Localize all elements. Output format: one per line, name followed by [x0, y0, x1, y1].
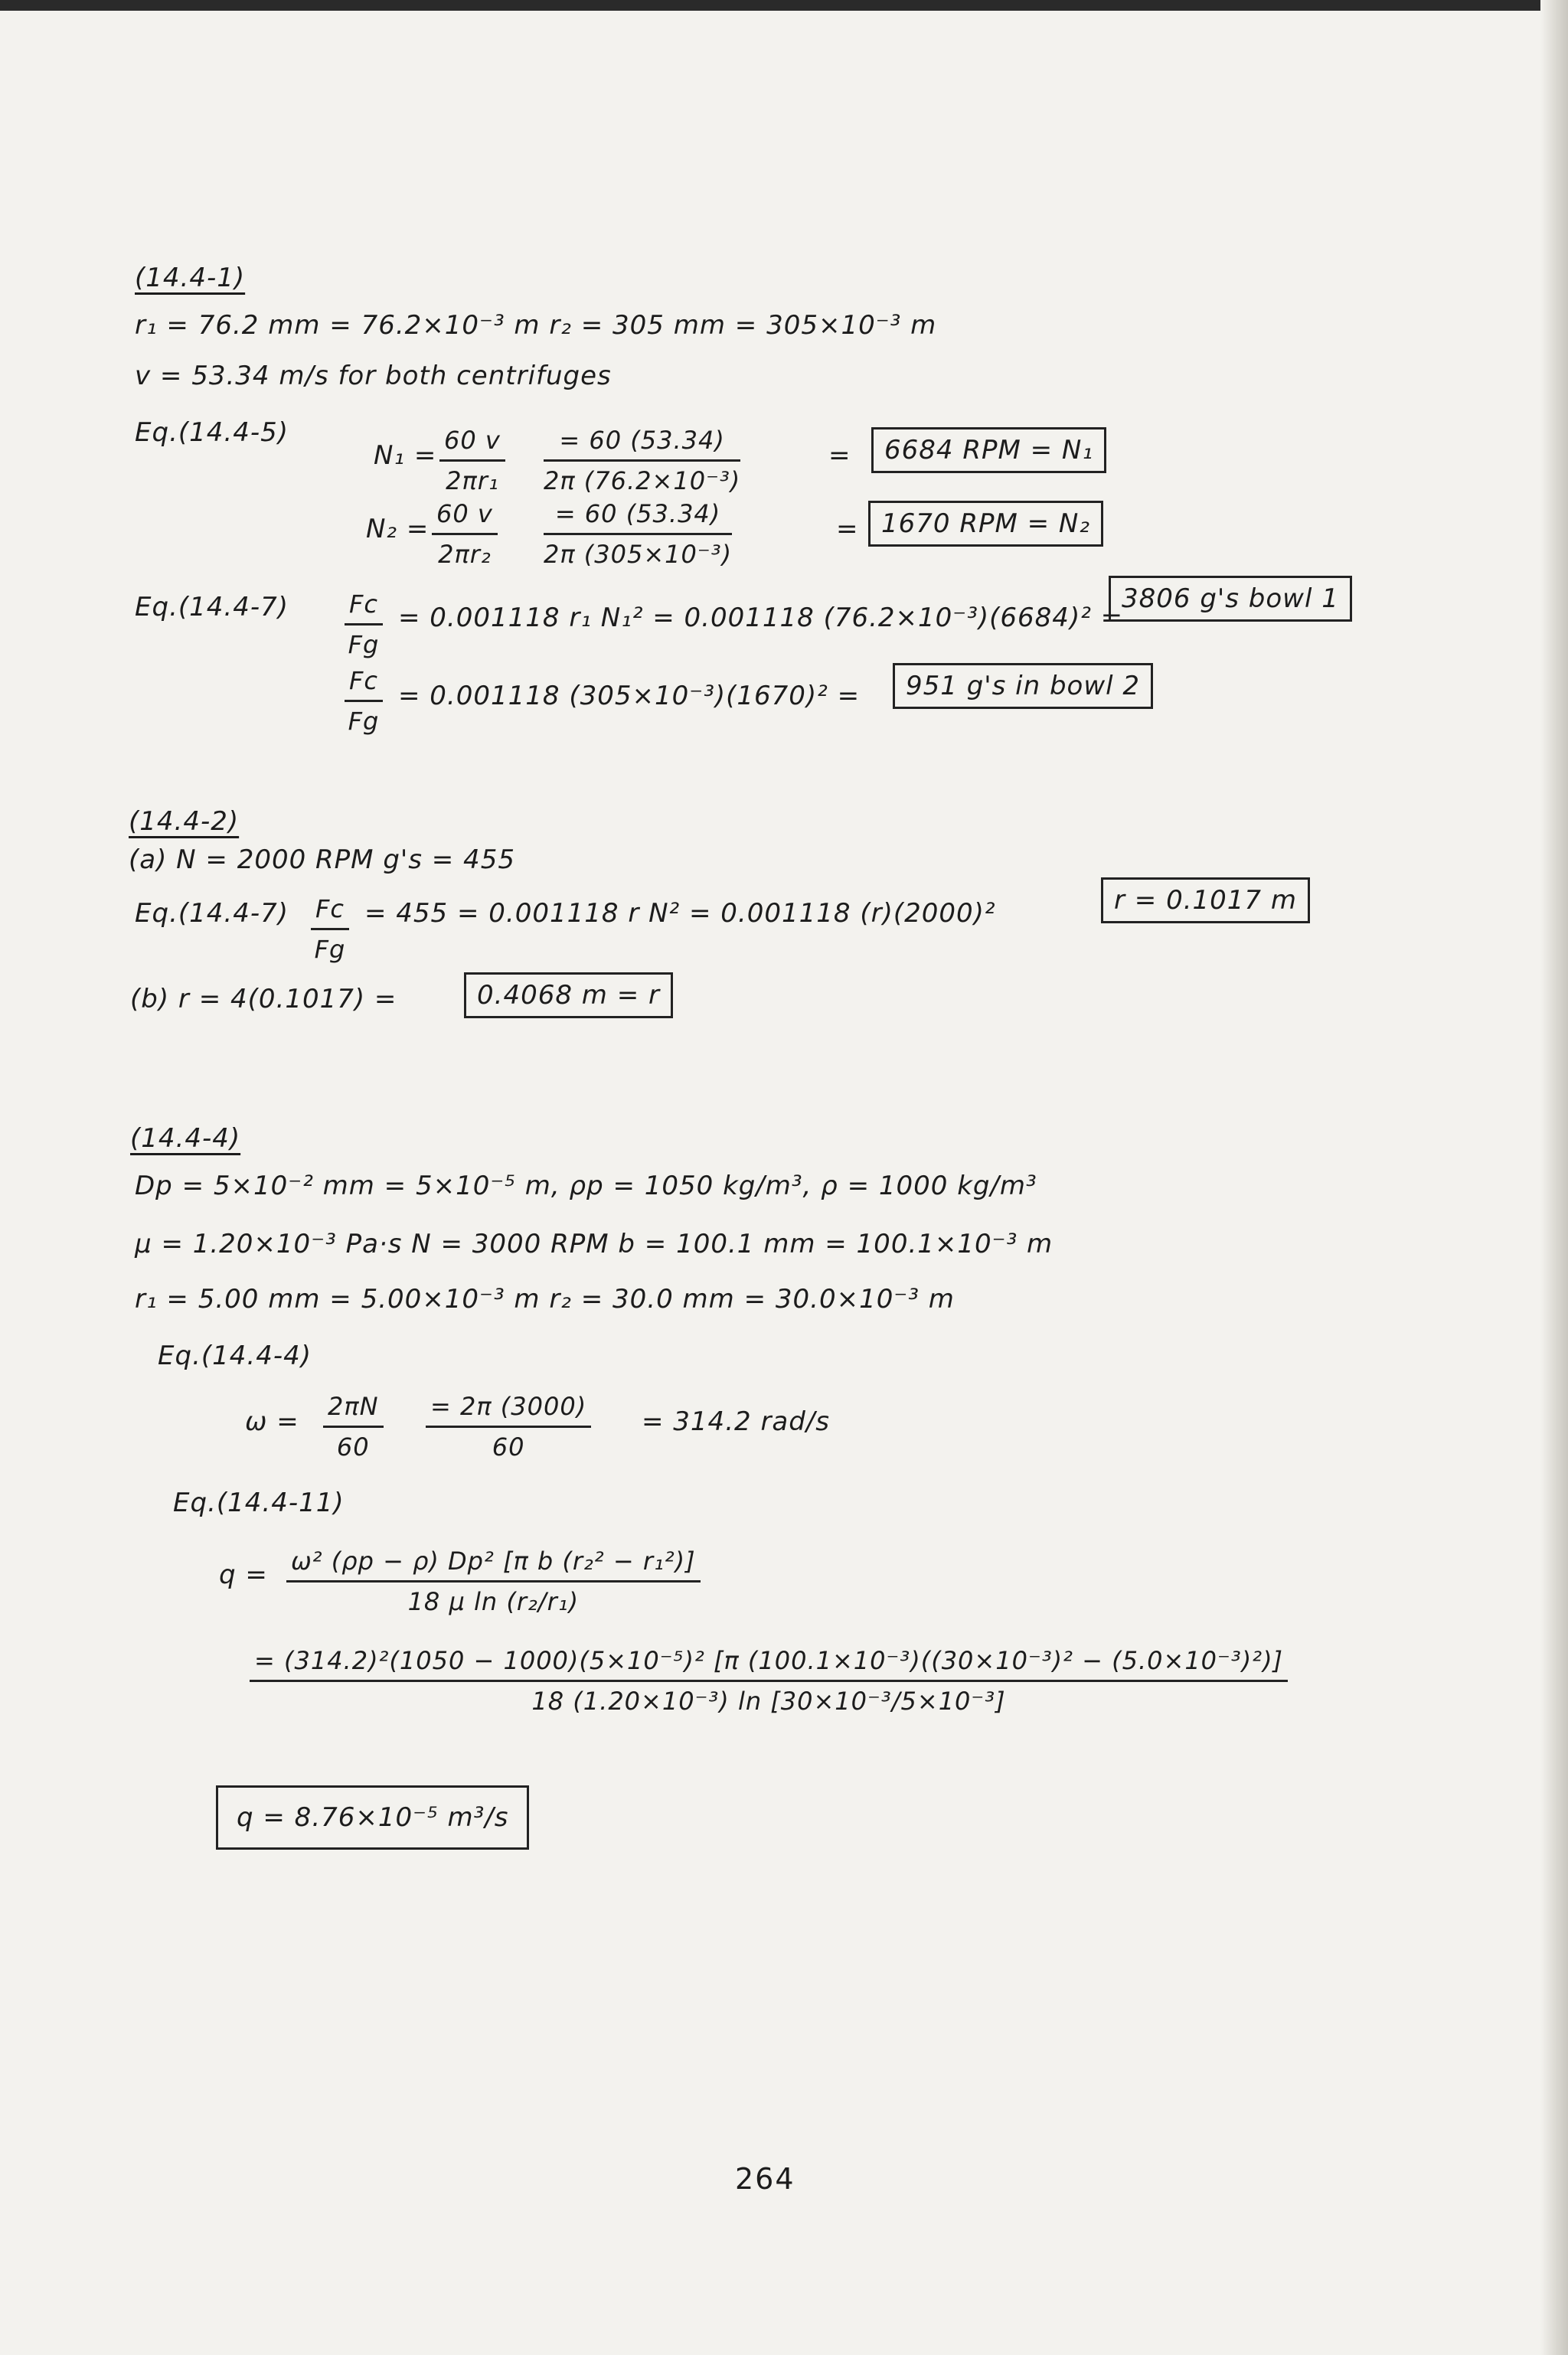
n2-result-box: 1670 RPM = N₂ [868, 501, 1103, 547]
flow-rate-result-box: q = 8.76×10⁻⁵ m³/s [216, 1785, 529, 1850]
n1-numerator: 60 v [439, 426, 505, 462]
fg-label-2: Fg [348, 707, 380, 736]
bowl2-force-calc: = 0.001118 (305×10⁻³)(1670)² = [398, 681, 861, 711]
flow-rate-substitution [250, 1646, 1288, 1716]
problem-heading-14-4-1: (14.4-1) [135, 263, 246, 293]
omega-denominator: 60 [336, 1432, 370, 1462]
n1-lhs: N₁ = [374, 440, 437, 471]
flow-rate-formula-numerator: ω² (ρp − ρ) Dp² [π b (r₂² − r₁²)] [286, 1547, 701, 1583]
force-ratio-3 [311, 894, 349, 964]
omega-fraction-symbolic [323, 1392, 384, 1462]
omega-numerator: 2πN [323, 1392, 384, 1428]
force-ratio-2 [345, 666, 383, 736]
omega-result: = 314.2 rad/s [642, 1406, 831, 1437]
part-a-result-box: r = 0.1017 m [1101, 877, 1310, 923]
n1-numeric-denominator: 2π (76.2×10⁻³) [544, 466, 741, 495]
n2-lhs: N₂ = [366, 514, 430, 544]
n2-numeric-denominator: 2π (305×10⁻³) [544, 540, 733, 569]
page-number: 264 [735, 2162, 795, 2196]
flow-rate-formula-denominator: 18 μ ln (r₂/r₁) [407, 1587, 580, 1616]
fg-label-3: Fg [314, 935, 346, 964]
equation-ref-14-4-7-b: Eq.(14.4-7) [135, 898, 289, 929]
problem-heading-14-4-4: (14.4-4) [130, 1123, 241, 1154]
flow-rate-substitution-numerator: = (314.2)²(1050 − 1000)(5×10⁻⁵)² [π (100.1×10⁻³)((30×10⁻³)² − (5.0×10⁻³)²)] [250, 1646, 1288, 1682]
equation-ref-14-4-7: Eq.(14.4-7) [135, 592, 289, 622]
omega-fraction-numeric [426, 1392, 591, 1462]
particle-density-given: Dp = 5×10⁻² mm = 5×10⁻⁵ m, ρp = 1050 kg/m³, ρ = 1000 kg/m³ [135, 1171, 1037, 1201]
n1-denominator: 2πr₁ [446, 466, 499, 495]
n2-equals: = [836, 514, 859, 544]
n2-fraction-numeric [544, 499, 732, 569]
n2-numeric-numerator: = 60 (53.34) [544, 499, 732, 535]
equation-ref-14-4-11: Eq.(14.4-11) [173, 1488, 345, 1518]
scan-top-border [0, 0, 1568, 11]
page-binding-edge [1540, 0, 1568, 2355]
part-b-calc: (b) r = 4(0.1017) = [130, 984, 397, 1014]
omega-numeric-numerator: = 2π (3000) [426, 1392, 591, 1428]
viscosity-speed-given: μ = 1.20×10⁻³ Pa·s N = 3000 RPM b = 100.1 mm = 100.1×10⁻³ m [135, 1229, 1054, 1259]
radii-given-3: r₁ = 5.00 mm = 5.00×10⁻³ m r₂ = 30.0 mm = 30.0×10⁻³ m [135, 1284, 955, 1315]
part-a-given: (a) N = 2000 RPM g's = 455 [129, 844, 515, 875]
bowl2-result-box: 951 g's in bowl 2 [893, 663, 1153, 709]
flow-rate-lhs: q = [219, 1560, 268, 1590]
flow-rate-substitution-denominator: 18 (1.20×10⁻³) ln [30×10⁻³/5×10⁻³] [531, 1687, 1006, 1716]
n1-equals: = [828, 440, 851, 471]
n2-numerator: 60 v [432, 499, 498, 535]
n1-fraction-numeric [544, 426, 740, 495]
fc-label: Fc [345, 590, 383, 625]
fg-label: Fg [348, 630, 380, 659]
bowl1-result-box: 3806 g's bowl 1 [1109, 576, 1352, 622]
equation-ref-14-4-4: Eq.(14.4-4) [158, 1341, 312, 1371]
n1-result-box: 6684 RPM = N₁ [871, 427, 1106, 473]
bowl1-force-calc: = 0.001118 r₁ N₁² = 0.001118 (76.2×10⁻³)(6684)² = [398, 603, 1124, 633]
velocity-given: v = 53.34 m/s for both centrifuges [135, 361, 612, 391]
equation-ref-14-4-5: Eq.(14.4-5) [135, 417, 289, 448]
omega-lhs: ω = [245, 1406, 299, 1437]
flow-rate-formula [286, 1547, 701, 1616]
n2-denominator: 2πr₂ [438, 540, 492, 569]
radii-given: r₁ = 76.2 mm = 76.2×10⁻³ m r₂ = 305 mm = 305×10⁻³ m [135, 310, 937, 341]
problem-heading-14-4-2: (14.4-2) [129, 806, 240, 837]
force-ratio-1 [345, 590, 383, 659]
fc-label-3: Fc [311, 894, 349, 930]
radius-solve-calc: = 455 = 0.001118 r N² = 0.001118 (r)(2000)² [364, 898, 996, 929]
n2-fraction-symbolic [432, 499, 498, 569]
n1-fraction-symbolic [439, 426, 505, 495]
omega-numeric-denominator: 60 [492, 1432, 525, 1462]
n1-numeric-numerator: = 60 (53.34) [544, 426, 740, 462]
part-b-result-box: 0.4068 m = r [464, 972, 673, 1018]
fc-label-2: Fc [345, 666, 383, 702]
